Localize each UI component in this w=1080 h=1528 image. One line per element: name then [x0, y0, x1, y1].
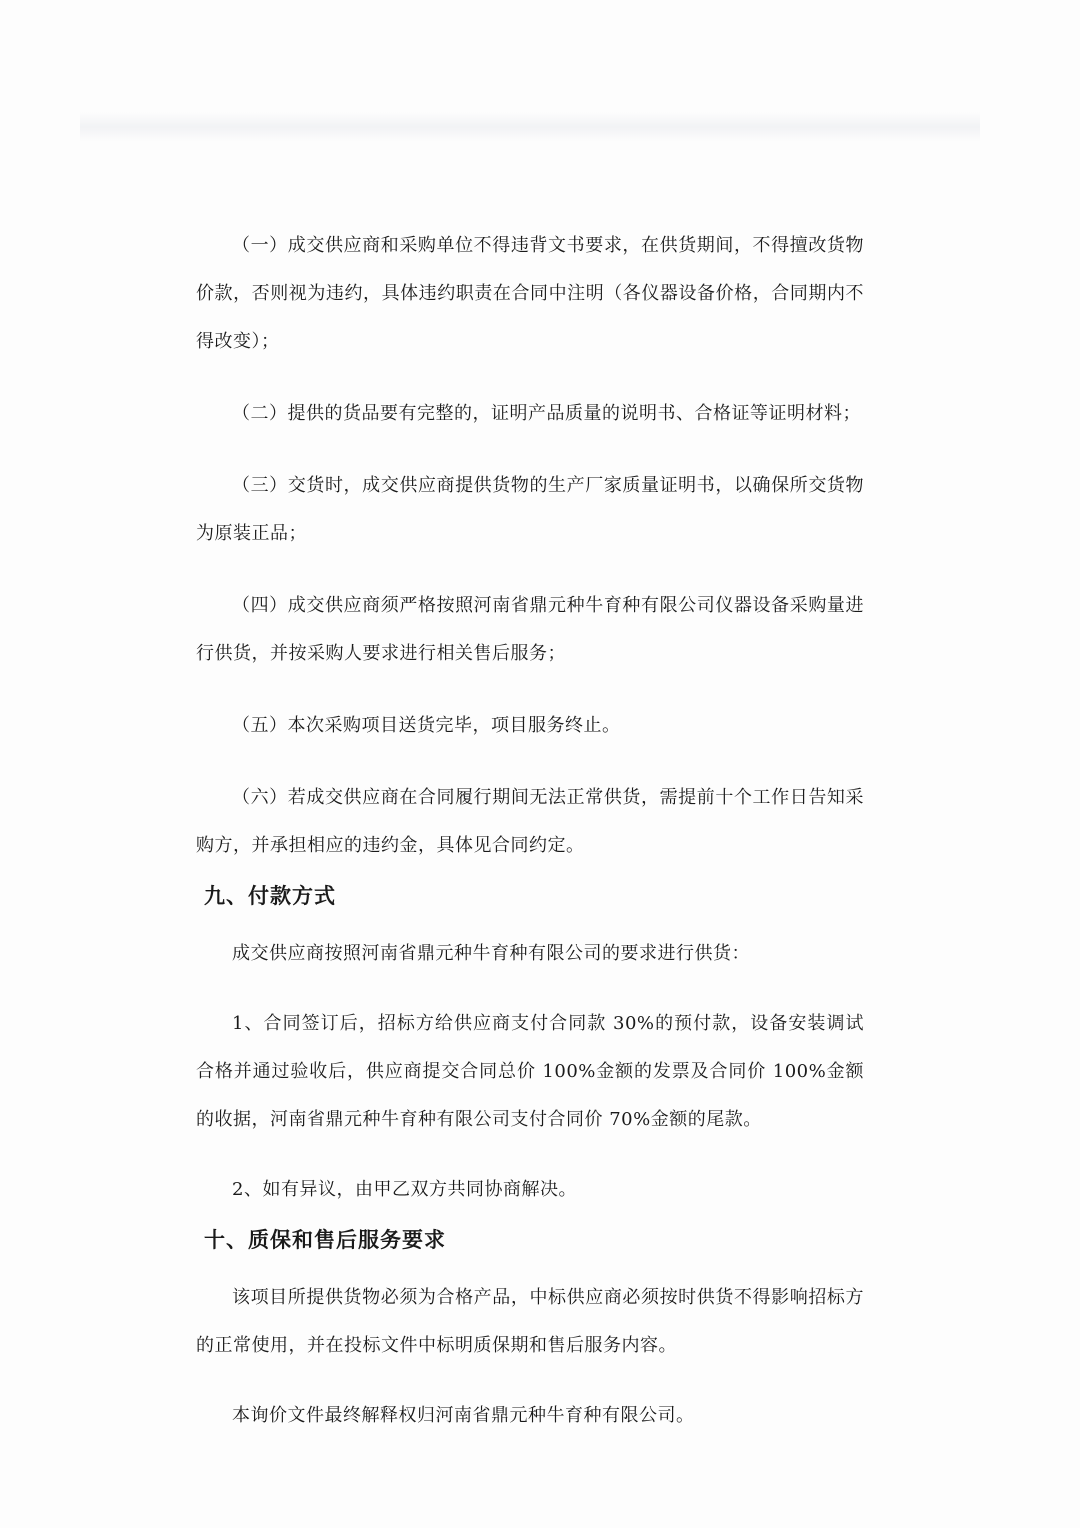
section-9-paragraph-2: 1、合同签订后，招标方给供应商支付合同款 30%的预付款，设备安装调试合格并通过验收后，供应商提交合同总价 100%金额的发票及合同价 100%金额的收据，河南省鼎元种牛育种有限公司支付合同价 70%金额的尾款。	[196, 1013, 864, 1130]
paragraph-item-3: （三）交货时，成交供应商提供货物的生产厂家质量证明书，以确保所交货物为原装正品；	[196, 475, 864, 544]
section-9-paragraph-1: 成交供应商按照河南省鼎元种牛育种有限公司的要求进行供货：	[232, 943, 750, 964]
section-10-paragraph-1: 该项目所提供货物必须为合格产品，中标供应商必须按时供货不得影响招标方的正常使用，并在投标文件中标明质保期和售后服务内容。	[196, 1287, 864, 1356]
paragraph-item-4: （四）成交供应商须严格按照河南省鼎元种牛育种有限公司仪器设备采购量进行供货，并按采购人要求进行相关售后服务；	[196, 595, 864, 664]
document-body	[196, 222, 864, 1440]
section-10-paragraph-2: 本询价文件最终解释权归河南省鼎元种牛育种有限公司。	[232, 1405, 695, 1426]
paragraph-item-1: （一）成交供应商和采购单位不得违背文书要求，在供货期间，不得擅改货物价款，否则视为违约，具体违约职责在合同中注明（各仪器设备价格，合同期内不得改变）；	[196, 235, 864, 352]
scan-artifact-band	[80, 112, 980, 142]
paragraph-item-2: （二）提供的货品要有完整的，证明产品质量的说明书、合格证等证明材料；	[232, 403, 861, 424]
section-9-heading: 九、付款方式	[204, 884, 336, 908]
section-9-paragraph-3: 2、如有异议，由甲乙双方共同协商解决。	[232, 1179, 577, 1200]
section-10-heading: 十、质保和售后服务要求	[204, 1228, 446, 1252]
paragraph-item-6: （六）若成交供应商在合同履行期间无法正常供货，需提前十个工作日告知采购方，并承担相应的违约金，具体见合同约定。	[196, 787, 864, 856]
paragraph-item-5: （五）本次采购项目送货完毕，项目服务终止。	[232, 715, 621, 736]
